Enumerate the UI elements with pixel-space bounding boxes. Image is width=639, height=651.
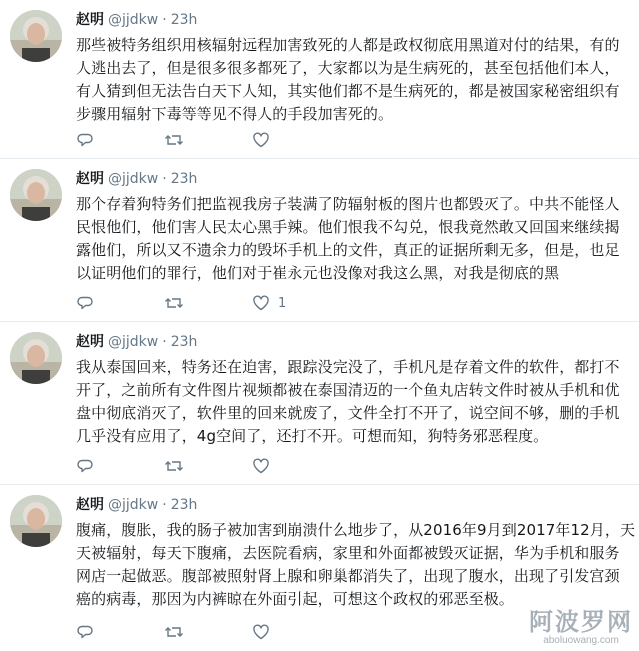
retweet-icon <box>164 623 184 641</box>
heart-icon <box>252 294 270 312</box>
tweet-text-line: 癌的病毒，那因为内裤晾在外面引起，可想这个政权的邪恶至极。 <box>76 590 514 608</box>
retweet-button[interactable] <box>164 455 184 477</box>
watermark <box>529 609 633 647</box>
tweet-text-line: 那些被特务组织用核辐射远程加害致死的人都是政权彻底用黑道对付的结果，有的 <box>76 36 620 54</box>
tweet-text <box>76 193 632 285</box>
author-handle[interactable]: @jjdkw <box>108 334 159 350</box>
reply-button[interactable] <box>76 129 94 151</box>
tweet-text-line: 盘中彻底消灭了，软件里的回来就废了，文件全打不开了，说空间不够，删的手机 <box>76 404 620 422</box>
tweet-text <box>76 519 636 611</box>
author-name[interactable]: 赵明 <box>76 497 104 513</box>
reply-button[interactable] <box>76 455 94 477</box>
retweet-icon <box>164 294 184 312</box>
timestamp[interactable]: 23h <box>170 334 198 350</box>
like-button[interactable] <box>252 621 278 643</box>
reply-icon <box>76 294 94 312</box>
author-name[interactable]: 赵明 <box>76 171 104 187</box>
avatar[interactable] <box>10 169 62 221</box>
author-handle[interactable]: @jjdkw <box>108 497 159 513</box>
timestamp[interactable]: 23h <box>170 171 198 187</box>
tweet[interactable] <box>0 322 639 485</box>
timestamp[interactable]: 23h <box>170 497 198 513</box>
avatar[interactable] <box>10 495 62 547</box>
tweet-text-line: 露他们，所以又不遗余力的毁坏手机上的文件，真正的证据所剩无多，但是，也足 <box>76 241 620 259</box>
tweet-text-line: 民恨他们，他们害人民太心黑手辣。他们恨我不勾兑，恨我竟然敢又回国来继续揭 <box>76 218 620 236</box>
tweet-header <box>76 333 197 351</box>
tweet[interactable] <box>0 159 639 322</box>
heart-icon <box>252 623 270 641</box>
tweet-text-line: 网店一起做恶。腹部被照射肾上腺和卵巢都消失了，出现了腹水，出现了引发宫颈 <box>76 567 620 585</box>
tweet-text-line: 腹痛，腹胀，我的肠子被加害到崩溃什么地步了，从2016年9月到2017年12月，天 <box>76 521 636 539</box>
tweet-text-line: 有人猜到但无法告白天下人知，其实他们都不是生病死的，都是被国家秘密组织有 <box>76 82 620 100</box>
author-name[interactable]: 赵明 <box>76 334 104 350</box>
like-button[interactable] <box>252 292 286 314</box>
tweet-header <box>76 11 197 29</box>
watermark-title: 阿波罗网 <box>529 608 633 636</box>
tweet-text-line: 开了，之前所有文件图片视频都被在泰国清迈的一个鱼丸店转文件时被从手机和优 <box>76 381 620 399</box>
separator-dot: · <box>162 12 167 28</box>
retweet-icon <box>164 131 184 149</box>
tweet[interactable] <box>0 0 639 159</box>
tweet-header <box>76 496 197 514</box>
tweet-actions <box>76 129 376 151</box>
retweet-button[interactable] <box>164 129 184 151</box>
reply-icon <box>76 623 94 641</box>
avatar[interactable] <box>10 10 62 62</box>
heart-icon <box>252 457 270 475</box>
timestamp[interactable]: 23h <box>170 12 198 28</box>
tweet-text-line: 以证明他们的罪行，他们对于崔永元也没像对我这么黑，对我是彻底的黑 <box>76 264 560 282</box>
tweet-actions <box>76 292 376 314</box>
reply-icon <box>76 457 94 475</box>
tweet-text-line: 步骤用辐射下毒等等见不得人的手段加害死的。 <box>76 105 394 123</box>
tweet-header <box>76 170 197 188</box>
author-handle[interactable]: @jjdkw <box>108 12 159 28</box>
reply-icon <box>76 131 94 149</box>
separator-dot: · <box>162 171 167 187</box>
tweet-text-line: 那个存着狗特务们把监视我房子装满了防辐射板的图片也都毁灭了。中共不能怪人 <box>76 195 620 213</box>
author-name[interactable]: 赵明 <box>76 12 104 28</box>
separator-dot: · <box>162 334 167 350</box>
tweet-actions <box>76 621 376 643</box>
like-button[interactable] <box>252 455 278 477</box>
author-handle[interactable]: @jjdkw <box>108 171 159 187</box>
watermark-url: aboluowang.com <box>543 635 619 646</box>
tweet-text <box>76 356 632 448</box>
tweet-text-line: 人逃出去了，但是很多很多都死了，大家都以为是生病死的，甚至包括他们本人， <box>76 59 620 77</box>
tweet-actions <box>76 455 376 477</box>
reply-button[interactable] <box>76 292 94 314</box>
tweet-text-line: 我从泰国回来，特务还在迫害，跟踪没完没了，手机凡是存着文件的软件，都打不 <box>76 358 620 376</box>
retweet-button[interactable] <box>164 621 184 643</box>
tweet-text-line: 天被辐射，每天下腹痛，去医院看病，家里和外面都被毁灭证据，华为手机和服务 <box>76 544 620 562</box>
heart-icon <box>252 131 270 149</box>
avatar[interactable] <box>10 332 62 384</box>
tweet-text <box>76 34 632 126</box>
separator-dot: · <box>162 497 167 513</box>
like-count: 1 <box>278 295 287 311</box>
tweet-text-line: 几乎没有应用了，4g空间了，还打不开。可想而知，狗特务邪恶程度。 <box>76 427 549 445</box>
retweet-icon <box>164 457 184 475</box>
retweet-button[interactable] <box>164 292 184 314</box>
like-button[interactable] <box>252 129 278 151</box>
reply-button[interactable] <box>76 621 94 643</box>
